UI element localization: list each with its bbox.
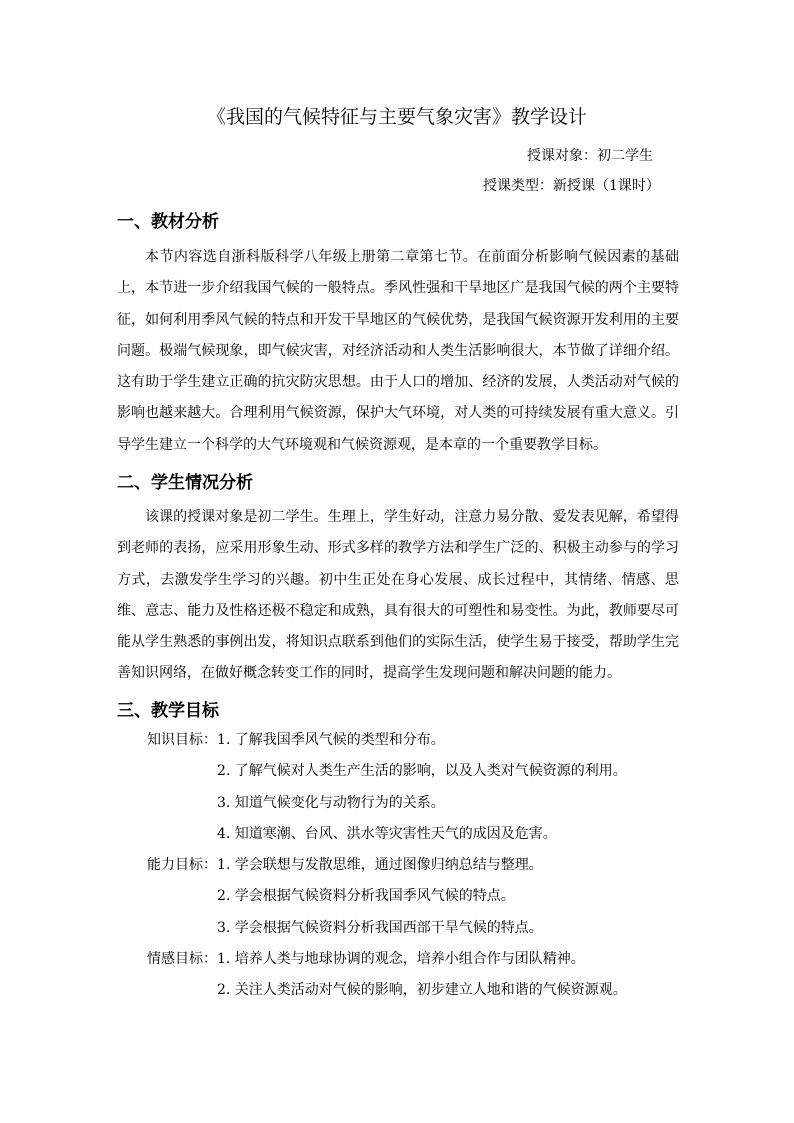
goal-item: 4. 知道寒潮、台风、洪水等灾害性天气的成因及危害。 — [217, 825, 557, 842]
goal-item: 2. 关注人类活动对气候的影响，初步建立人地和谐的气候资源观。 — [217, 982, 627, 999]
goal-row — [147, 824, 667, 855]
goal-item: 1. 了解我国季风气候的类型和分布。 — [217, 732, 445, 748]
goal-item: 3. 知道气候变化与动物行为的关系。 — [217, 794, 445, 811]
goal-row — [147, 886, 667, 917]
goal-row — [147, 855, 667, 886]
section-text-textbook-analysis: 本节内容选自浙科版科学八年级上册第二章第七节。在前面分析影响气候因素的基础上，本节进一步介绍我国气候的一般特点。季风性强和干旱地区广是我国气候的两个主要特征，如何利用季风气候的特点和开发干旱地区的气候优势，是我国气候资源开发利用的主要问题。极端气候现象，即气候灾害，对经济活动和人类生活影响很大，本节做了详细介绍。这有助于学生建立正确的抗灾防灾思想。由于人口的增加、经济的发展，人类活动对气候的影响也越来越大。合理利用气候资源，保护大气环境，对人类的可持续发展有重大意义。引导学生建立一个科学的大气环境观和气候资源观，是本章的一个重要教学目标。 — [117, 249, 679, 453]
section-heading-student-analysis: 二、学生情况分析 — [117, 473, 253, 493]
section-heading-textbook-analysis: 一、教材分析 — [117, 212, 219, 232]
goal-row — [147, 730, 667, 761]
goal-label-knowledge: 知识目标： — [147, 732, 217, 748]
goal-row — [147, 949, 667, 980]
audience-line: 授课对象：初二学生 — [527, 148, 653, 164]
goal-item: 3. 学会根据气候资料分析我国西部干旱气候的特点。 — [217, 919, 543, 936]
goal-row — [147, 793, 667, 824]
section-text-student-analysis: 该课的授课对象是初二学生。生理上，学生好动，注意力易分散、爱发表见解，希望得到老师的表扬，应采用形象生动、形式多样的教学方法和学生广泛的、积极主动参与的学习方式，去激发学生学习的兴趣。初中生正处在身心发展、成长过程中，其情绪、情感、思维、意志、能力及性格还极不稳定和成熟，具有很大的可塑性和易变性。为此，教师要尽可能从学生熟悉的事例出发，将知识点联系到他们的实际生活，使学生易于接受，帮助学生完善知识网络，在做好概念转变工作的同时，提高学生发现问题和解决问题的能力。 — [117, 509, 679, 682]
goal-item: 2. 学会根据气候资料分析我国季风气候的特点。 — [217, 888, 515, 905]
teaching-goals-list — [147, 730, 667, 1012]
goal-label-emotion: 情感目标： — [147, 951, 217, 968]
goal-row — [147, 761, 667, 792]
goal-item: 1. 培养人类与地球协调的观念，培养小组合作与团队精神。 — [217, 951, 585, 968]
section-heading-teaching-goals: 三、教学目标 — [117, 701, 219, 721]
goal-row — [147, 918, 667, 949]
goal-item: 1. 学会联想与发散思维，通过图像归纳总结与整理。 — [217, 857, 543, 874]
document-title: 《我国的气候特征与主要气象灾害》教学设计 — [206, 106, 587, 128]
goal-label-ability: 能力目标： — [147, 857, 217, 874]
goal-item: 2. 了解气候对人类生产生活的影响，以及人类对气候资源的利用。 — [217, 763, 627, 780]
lesson-type-line: 授课类型：新授课（1课时） — [483, 178, 660, 194]
goal-row — [147, 980, 667, 1011]
